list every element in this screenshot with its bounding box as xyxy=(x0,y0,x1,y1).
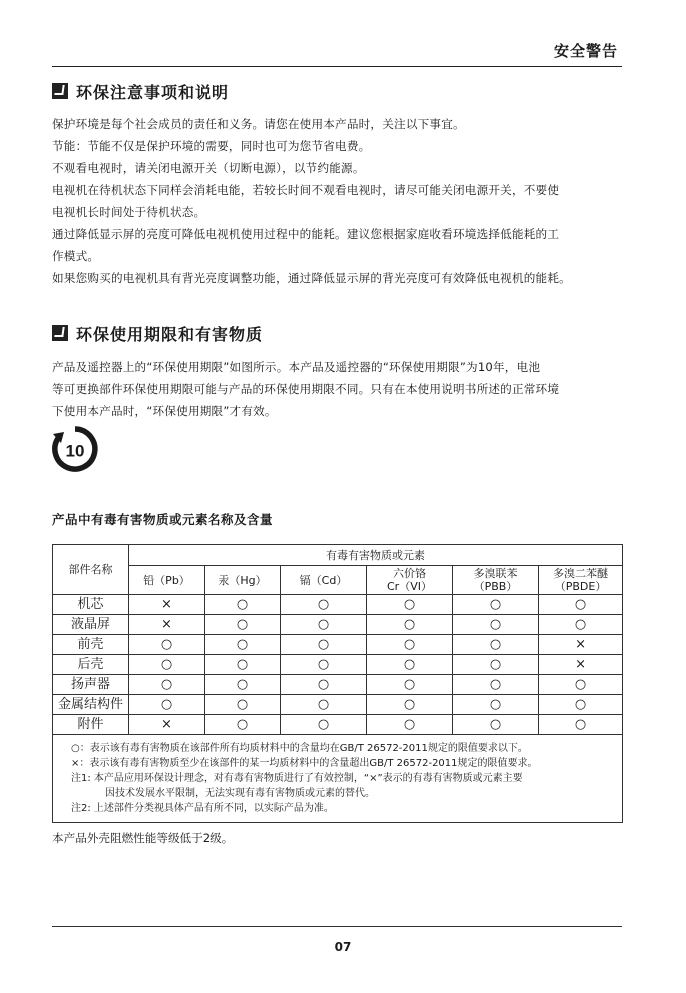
text-line: 不观看电视时，请关闭电源开关（切断电源），以节约能源。 xyxy=(52,161,365,175)
table-cell: ○ xyxy=(453,655,539,675)
table-row xyxy=(53,635,623,655)
note-line: ×：表示该有毒有害物质至少在该部件的某一均质材料中的含量超出GB/T 26572-2011规定的限值要求。 xyxy=(71,758,538,769)
table-cell: ○ xyxy=(281,715,367,735)
section-heading-environment xyxy=(52,80,229,102)
table-cell: ○ xyxy=(205,675,281,695)
table-cell: ○ xyxy=(205,715,281,735)
table-cell: ○ xyxy=(205,635,281,655)
part-name: 附件 xyxy=(53,715,129,735)
table-cell: ○ xyxy=(205,615,281,635)
part-name-header: 部件名称 xyxy=(53,545,129,595)
section-heading-efup xyxy=(52,322,263,344)
text-line: 电视机在待机状态下同样会消耗电能，若较长时间不观看电视时，请尽可能关闭电源开关，不要使 xyxy=(52,183,560,197)
table-row xyxy=(53,655,623,675)
section-title: 环保注意事项和说明 xyxy=(76,82,230,102)
table-cell: ○ xyxy=(453,695,539,715)
text-line: 保护环境是每个社会成员的责任和义务。请您在使用本产品时，关注以下事宜。 xyxy=(52,117,465,131)
table-caption: 产品中有毒有害物质或元素名称及含量 xyxy=(52,512,274,527)
table-cell: ○ xyxy=(281,615,367,635)
column-header-lead: 铅（Pb） xyxy=(129,566,205,595)
part-name: 扬声器 xyxy=(53,675,129,695)
header-title: 安全警告 xyxy=(553,42,618,60)
table-cell: ○ xyxy=(367,635,453,655)
table-cell: ○ xyxy=(281,675,367,695)
part-name: 机芯 xyxy=(53,595,129,615)
column-header-pbde: 多溴二苯醚 （PBDE） xyxy=(539,566,623,595)
table-cell: ○ xyxy=(453,615,539,635)
table-cell: × xyxy=(129,615,205,635)
part-name: 金属结构件 xyxy=(53,695,129,715)
table-notes xyxy=(53,735,623,823)
table-cell: ○ xyxy=(281,595,367,615)
table-cell: × xyxy=(539,655,623,675)
part-name: 后壳 xyxy=(53,655,129,675)
table-cell: ○ xyxy=(453,675,539,695)
table-cell: ○ xyxy=(129,695,205,715)
note-line: 注1: 本产品应用环保设计理念，对有毒有害物质进行了有效控制，“×”表示的有毒有害物质或元素主要 xyxy=(71,773,523,784)
table-cell: ○ xyxy=(539,675,623,695)
table-cell: ○ xyxy=(129,655,205,675)
table-cell: ○ xyxy=(129,675,205,695)
table-row xyxy=(53,695,623,715)
column-header-cadmium: 镉（Cd） xyxy=(281,566,367,595)
text-line: 产品及遥控器上的“环保使用期限”如图所示。本产品及遥控器的“环保使用期限”为10年，电池 xyxy=(52,360,541,374)
table-notes-row xyxy=(53,735,623,823)
table-subheader-row xyxy=(53,566,623,595)
table-cell: ○ xyxy=(367,675,453,695)
text-line: 如果您购买的电视机具有背光亮度调整功能，通过降低显示屏的背光亮度可有效降低电视机的能耗。 xyxy=(52,271,571,285)
table-cell: ○ xyxy=(539,695,623,715)
table-cell: ○ xyxy=(453,715,539,735)
table-cell: ○ xyxy=(453,635,539,655)
environment-notes xyxy=(52,113,632,289)
hazardous-substances-table xyxy=(52,544,623,823)
text-line: 等可更换部件环保使用期限可能与产品的环保使用期限不同。只有在本使用说明书所述的正常环境 xyxy=(52,382,560,396)
column-header-chromium: 六价铬 Cr（VI） xyxy=(367,566,453,595)
text-line: 通过降低显示屏的亮度可降低电视机使用过程中的能耗。建议您根据家庭收看环境选择低能耗的工 xyxy=(52,227,560,241)
note-line: 注2: 上述部件分类视具体产品有所不同，以实际产品为准。 xyxy=(71,803,334,814)
table-row xyxy=(53,675,623,695)
table-cell: ○ xyxy=(367,695,453,715)
footer-rule xyxy=(52,926,622,927)
note-line: ○：表示该有毒有害物质在该部件所有均质材料中的含量均在GB/T 26572-2011规定的限值要求以下。 xyxy=(71,743,528,754)
section-title: 环保使用期限和有害物质 xyxy=(76,324,264,344)
table-cell: ○ xyxy=(367,595,453,615)
table-cell: ○ xyxy=(281,655,367,675)
table-cell: ○ xyxy=(367,715,453,735)
table-cell: × xyxy=(539,635,623,655)
table-row xyxy=(53,715,623,735)
table-cell: ○ xyxy=(205,695,281,715)
table-cell: ○ xyxy=(367,655,453,675)
text-line: 作模式。 xyxy=(52,249,100,263)
table-row xyxy=(53,615,623,635)
efup-notes xyxy=(52,356,632,422)
table-cell: × xyxy=(129,595,205,615)
part-name: 液晶屏 xyxy=(53,615,129,635)
text-line: 下使用本产品时，“环保使用期限”才有效。 xyxy=(52,404,277,418)
table-cell: ○ xyxy=(453,595,539,615)
note-line: 因技术发展水平限制，无法实现有毒有害物质或元素的替代。 xyxy=(105,788,375,799)
part-name: 前壳 xyxy=(53,635,129,655)
table-cell: ○ xyxy=(205,655,281,675)
page-number: 07 xyxy=(334,940,352,954)
table-cell: ○ xyxy=(367,615,453,635)
table-cell: ○ xyxy=(539,615,623,635)
efup-icon-value: 10 xyxy=(65,441,85,461)
table-row xyxy=(53,595,623,615)
table-cell: ○ xyxy=(129,635,205,655)
checkbox-arrow-icon xyxy=(52,83,68,99)
checkbox-arrow-icon xyxy=(52,325,68,341)
text-line: 节能：节能不仅是保护环境的需要，同时也可为您节省电费。 xyxy=(52,139,371,153)
table-cell: ○ xyxy=(281,695,367,715)
substance-group-header: 有毒有害物质或元素 xyxy=(129,545,623,566)
column-header-mercury: 汞（Hg） xyxy=(205,566,281,595)
table-cell: ○ xyxy=(205,595,281,615)
table-header-row xyxy=(53,545,623,566)
column-header-pbb: 多溴联苯 （PBB） xyxy=(453,566,539,595)
table-cell: ○ xyxy=(539,715,623,735)
table-cell: ○ xyxy=(539,595,623,615)
text-line: 电视机长时间处于待机状态。 xyxy=(52,205,206,219)
efup-10-icon xyxy=(52,426,98,472)
table-cell: × xyxy=(129,715,205,735)
table-cell: ○ xyxy=(281,635,367,655)
flame-rating-text: 本产品外壳阻燃性能等级低于2级。 xyxy=(52,831,234,845)
page-header xyxy=(52,38,622,67)
